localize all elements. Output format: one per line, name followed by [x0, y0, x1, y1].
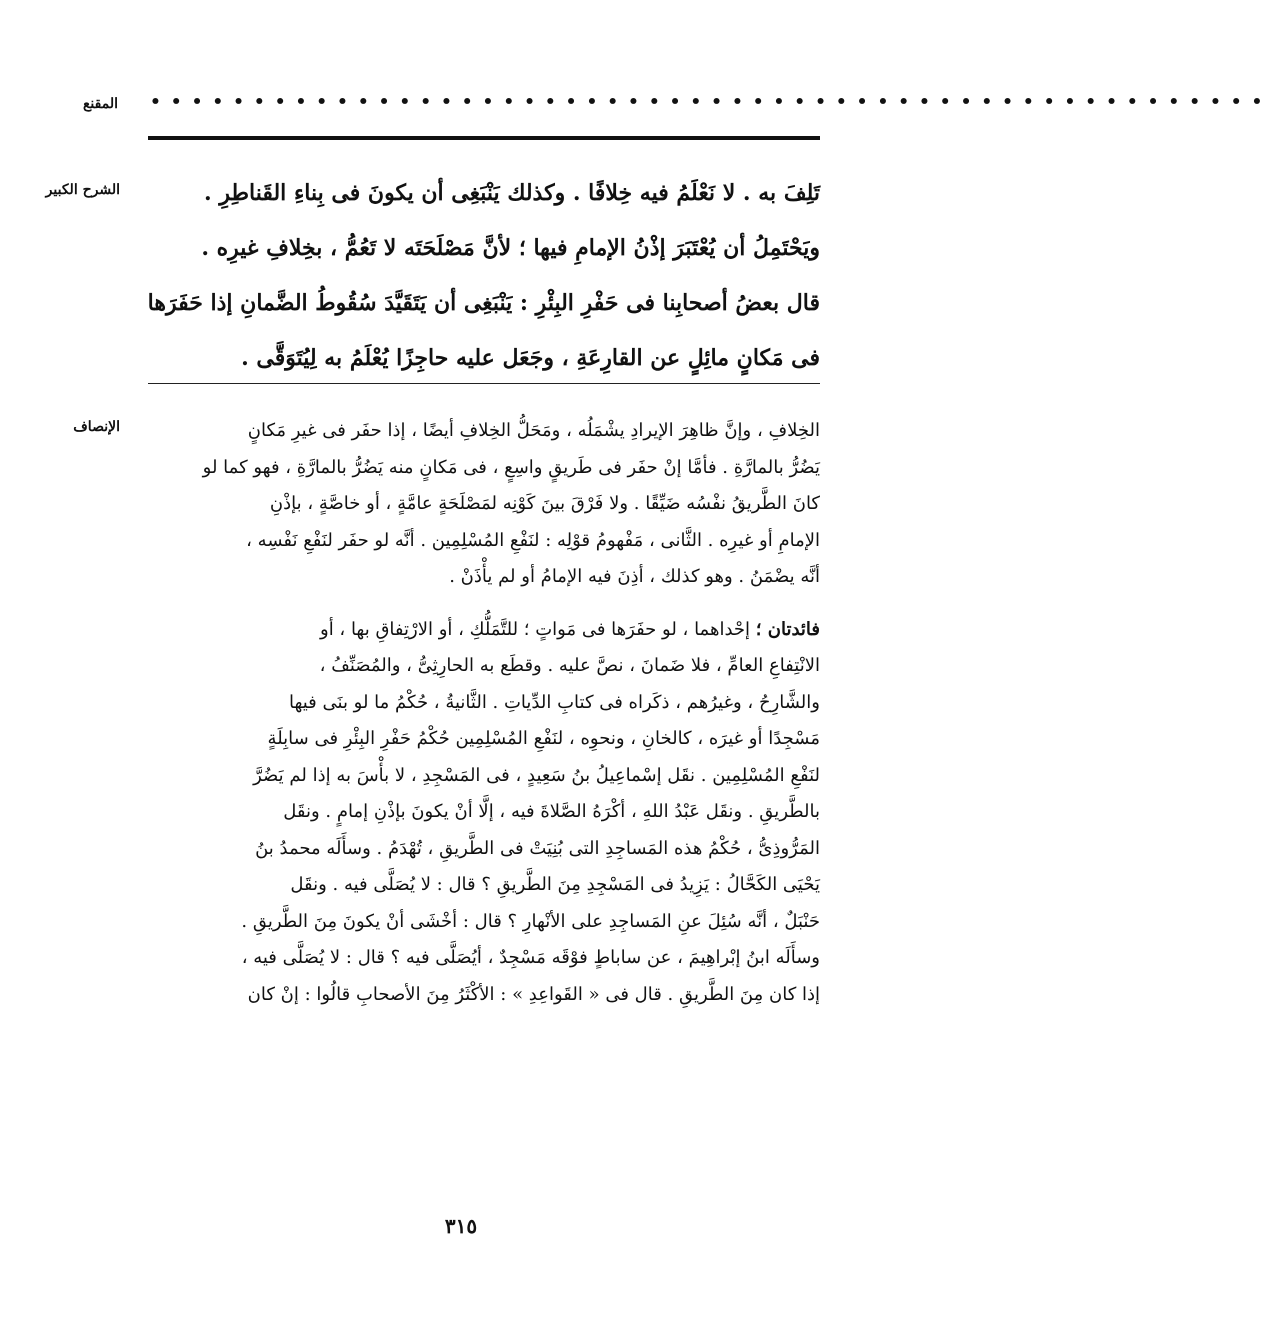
insaf-line: يَضُرُّ بالمارَّةِ . فأمَّا إنْ حفَر فى طَريقٍ واسِعٍ ، فى مَكانٍ منه يَضُرُّ بالمارَّةِ ، فهو كما لو	[202, 456, 820, 478]
sharh-line: قال بعضُ أصحابِنا فى حَفْرِ البِئْرِ : يَنْبَغِى أن يَتَقَيَّدَ سُقُوطُ الضَّمانِ إذا حَفَرَها	[147, 290, 820, 316]
paragraph-gap	[150, 596, 820, 612]
sharh-section-label: الشرح الكبير	[45, 182, 120, 198]
insaf-line: يَحْيَى الكَحَّالُ : يَزِيدُ فى المَسْجِدِ مِنَ الطَّريقِ ؟ قال : لا يُصَلَّى فيه . ونقَل	[290, 874, 820, 895]
insaf-line: الانْتِفاعِ العامِّ ، فلا ضَمانَ ، نصَّ عليه . وقطَع به الحارِثِىُّ ، والمُصَنِّفُ ،	[319, 655, 820, 676]
page-number: ٣١٥	[444, 1214, 478, 1238]
insaf-line	[150, 612, 820, 649]
sharh-line: فى مَكانٍ مائِلٍ عن القارِعَةِ ، وجَعَل عليه حاجِزًا يُعْلَمُ به لِيُتَوَقَّى .	[241, 345, 820, 371]
header-rule	[148, 136, 820, 140]
sharh-line: ويَحْتَمِلُ أن يُعْتَبَرَ إذْنُ الإمامِ فيها ؛ لأنَّ مَصْلَحَتَه لا تَعُمُّ ، بخِلافِ غيرِه .	[201, 235, 820, 261]
book-title: المقنع	[82, 96, 118, 112]
insaf-line: الخِلافِ ، وإنَّ ظاهِرَ الإيرادِ يشْمَلُه ، ومَحَلُّ الخِلافِ أيضًا ، إذا حفَر فى غيرِ مَكانٍ	[247, 420, 820, 441]
insaf-line: بالطَّريقِ . ونقَل عَبْدُ اللهِ ، أكْرَهُ الصَّلاةَ فيه ، إلَّا أنْ يكونَ بإذْنِ إمامٍ . ونقَل	[283, 801, 820, 822]
insaf-line: وسأَلَه ابنُ إبْراهِيمَ ، عن ساباطٍ فوْقَه مَسْجِدٌ ، أيُصَلَّى فيه ؟ قال : لا يُصَلَّى فيه ،	[241, 947, 820, 968]
sharh-line: تَلِفَ به . لا نَعْلَمُ فيه خِلافًا . وكذلك يَنْبَغِى أن يكونَ فى بِناءِ القَناطِرِ .	[204, 180, 820, 206]
insaf-line: مَسْجِدًا أو غيرَه ، كالخانِ ، ونحوِه ، لنَفْعِ المُسْلِمِين حُكْمُ حَفْرِ البِئْرِ فى سابِلَةٍ	[267, 728, 820, 749]
insaf-line-rest: إحْداهما ، لو حفَرَها فى مَواتٍ ؛ للتَّمَلُّكِ ، أو الارْتِفاقِ بها ، أو	[320, 618, 756, 640]
paragraph-lead: فائدتان ؛	[755, 618, 820, 640]
insaf-line: والشَّارِحُ ، وغيرُهم ، ذكَراه فى كتابِ الدِّياتِ . الثَّانيةُ ، حُكْمُ ما لو بنَى فيها	[288, 691, 820, 713]
section-divider	[148, 383, 820, 384]
insaf-line: كانَ الطَّريقُ نفْسُه ضَيِّقًا . ولا فَرْقَ بينَ كَوْنِه لمَصْلَحَةٍ عامَّةٍ ، أو خاصَّةٍ ، بإذْنِ	[269, 493, 820, 514]
insaf-section-label: الإنصاف	[73, 419, 120, 435]
insaf-line: الإمامِ أو غيرِه . الثَّانى ، مَفْهومُ قوْلِه : لنَفْعِ المُسْلِمِين . أنَّه لو حفَر لنَفْعِ نَفْسِه ،	[246, 529, 820, 551]
insaf-line: حَنْبَلٌ ، أنَّه سُئِلَ عنِ المَساجِدِ على الأنْهارِ ؟ قال : أخْشَى أنْ يكونَ مِنَ الطَّريقِ .	[241, 910, 820, 932]
insaf-line: إذا كان مِنَ الطَّريقِ . قال فى « القَواعِدِ » : الأكْثَرُ مِنَ الأصحابِ قالُوا : إنْ كان	[247, 983, 820, 1005]
insaf-line: المَرُّوذِىُّ ، حُكْمُ هذه المَساجِدِ التى بُنِيَتْ فى الطَّريقِ ، تُهْدَمُ . وسأَلَه محمدُ بنُ	[255, 837, 820, 859]
insaf-text-block	[150, 413, 820, 1013]
sharh-text-block	[147, 166, 820, 386]
leader-dots: • • • • • • • • • • • • • • • • • • • • • • • • • • • • • • • • • • • • • • • • • • • • • • • • • • • • • •	[150, 92, 1264, 112]
insaf-line: لنَفْعِ المُسْلِمِين . نقَل إسْماعِيلُ بنُ سَعِيدٍ ، فى المَسْجِدِ ، لا بأْسَ به إذا لم يَضُرَّ	[253, 764, 820, 786]
insaf-line: أنَّه يضْمَنُ . وهو كذلك ، أذِنَ فيه الإمامُ أو لم يأْذَنْ .	[449, 566, 820, 587]
